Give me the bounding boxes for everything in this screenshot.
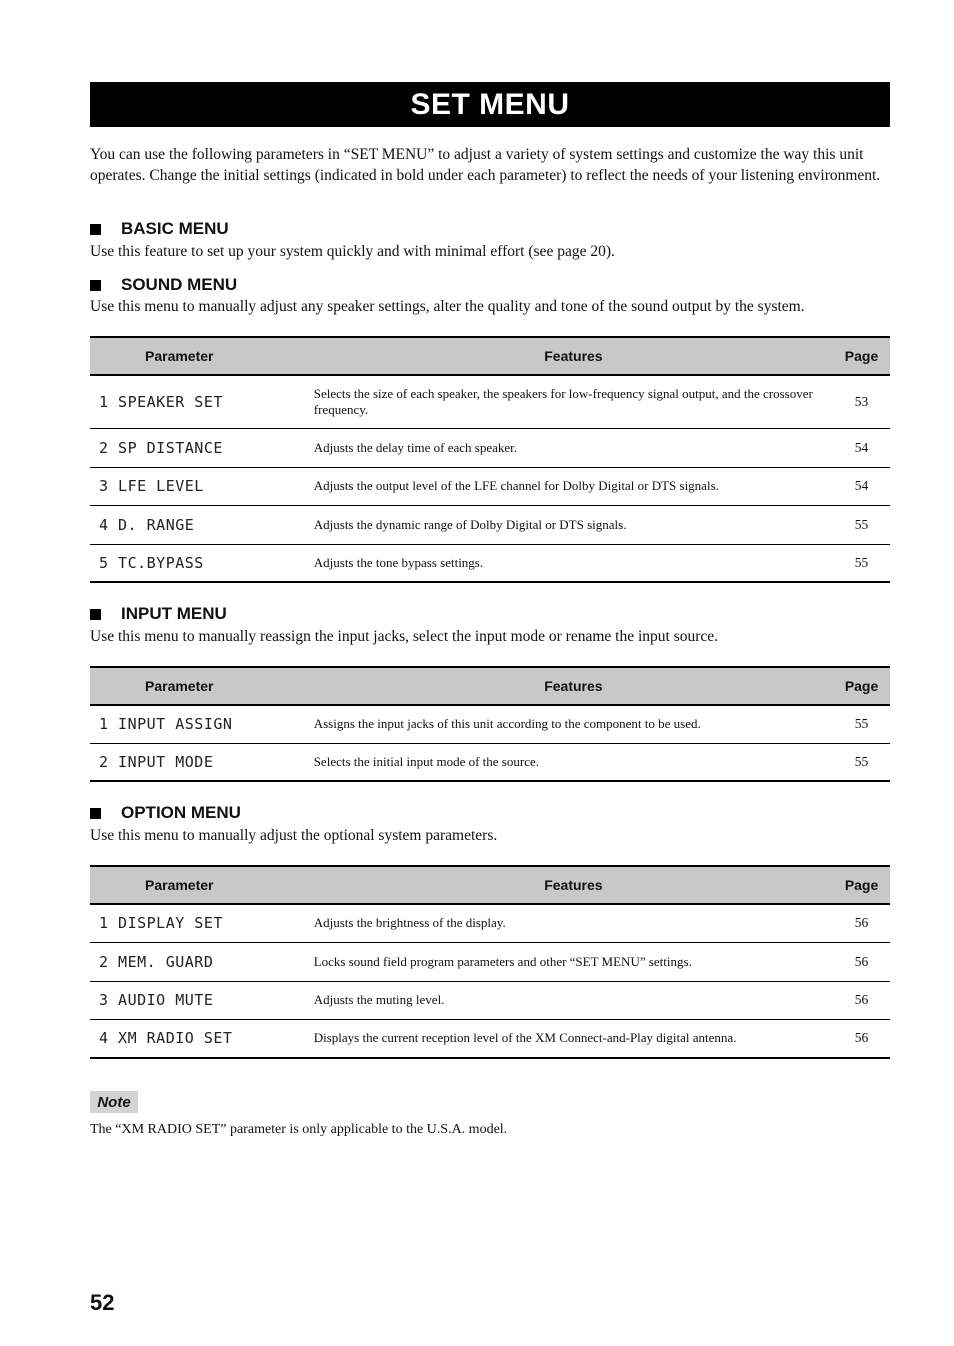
table-row xyxy=(90,467,890,505)
features-cell: Adjusts the tone bypass settings. xyxy=(314,544,833,582)
col-header-features: Features xyxy=(314,667,833,705)
option-menu-heading-text: OPTION MENU xyxy=(121,803,241,822)
page-cell: 53 xyxy=(833,375,890,428)
features-cell: Adjusts the brightness of the display. xyxy=(314,904,833,942)
page-cell: 54 xyxy=(833,428,890,467)
page-cell: 55 xyxy=(833,505,890,544)
param-cell: 5 TC.BYPASS xyxy=(90,544,314,582)
note-label: Note xyxy=(90,1091,138,1113)
page-cell: 56 xyxy=(833,942,890,981)
param-cell: 2 MEM. GUARD xyxy=(90,942,314,981)
table-row xyxy=(90,942,890,981)
bullet-square-icon xyxy=(90,808,101,819)
param-cell: 3 LFE LEVEL xyxy=(90,467,314,505)
col-header-page: Page xyxy=(833,866,890,904)
param-cell: 4 XM RADIO SET xyxy=(90,1019,314,1058)
col-header-page: Page xyxy=(833,337,890,375)
features-cell: Adjusts the muting level. xyxy=(314,981,833,1019)
col-header-parameter: Parameter xyxy=(90,337,314,375)
table-header-row xyxy=(90,866,890,904)
bullet-square-icon xyxy=(90,280,101,291)
intro-paragraph: You can use the following parameters in “SET MENU” to adjust a variety of system settings and customize the way this unit operates. Change the initial settings (indicated in bold under each parameter) to reflect the needs of your listening environment. xyxy=(90,146,881,184)
option-menu-desc: Use this menu to manually adjust the optional system parameters. xyxy=(90,827,498,844)
basic-menu-heading xyxy=(90,219,229,239)
table-row xyxy=(90,375,890,428)
table-row xyxy=(90,981,890,1019)
page-cell: 56 xyxy=(833,904,890,942)
page-number: 52 xyxy=(90,1290,115,1315)
option-menu-table xyxy=(90,865,890,1059)
table-header-row xyxy=(90,337,890,375)
page-cell: 56 xyxy=(833,981,890,1019)
basic-menu-desc: Use this feature to set up your system quickly and with minimal effort (see page 20). xyxy=(90,243,615,260)
features-cell: Selects the size of each speaker, the speakers for low-frequency signal output, and the crossover frequency. xyxy=(314,375,833,428)
features-cell: Adjusts the output level of the LFE channel for Dolby Digital or DTS signals. xyxy=(314,467,833,505)
col-header-features: Features xyxy=(314,337,833,375)
sound-menu-heading xyxy=(90,275,237,295)
table-header-row xyxy=(90,667,890,705)
col-header-parameter: Parameter xyxy=(90,866,314,904)
bullet-square-icon xyxy=(90,224,101,235)
sound-menu-heading-text: SOUND MENU xyxy=(121,275,238,294)
col-header-page: Page xyxy=(833,667,890,705)
bullet-square-icon xyxy=(90,609,101,620)
table-row xyxy=(90,428,890,467)
param-cell: 2 INPUT MODE xyxy=(90,743,314,781)
param-cell: 1 INPUT ASSIGN xyxy=(90,705,314,743)
features-cell: Assigns the input jacks of this unit according to the component to be used. xyxy=(314,705,833,743)
table-row xyxy=(90,544,890,582)
note-text: The “XM RADIO SET” parameter is only applicable to the U.S.A. model. xyxy=(90,1122,508,1137)
table-row xyxy=(90,1019,890,1058)
features-cell: Selects the initial input mode of the source. xyxy=(314,743,833,781)
input-menu-table xyxy=(90,666,890,782)
page-cell: 55 xyxy=(833,743,890,781)
page-cell: 55 xyxy=(833,705,890,743)
table-row xyxy=(90,904,890,942)
param-cell: 2 SP DISTANCE xyxy=(90,428,314,467)
basic-menu-heading-text: BASIC MENU xyxy=(121,219,229,238)
input-menu-heading xyxy=(90,604,227,624)
features-cell: Displays the current reception level of the XM Connect-and-Play digital antenna. xyxy=(314,1019,833,1058)
col-header-parameter: Parameter xyxy=(90,667,314,705)
param-cell: 1 DISPLAY SET xyxy=(90,904,314,942)
input-menu-heading-text: INPUT MENU xyxy=(121,604,227,623)
param-cell: 4 D. RANGE xyxy=(90,505,314,544)
page-title: SET MENU xyxy=(90,82,890,127)
table-row xyxy=(90,705,890,743)
input-menu-desc: Use this menu to manually reassign the input jacks, select the input mode or rename the input source. xyxy=(90,628,719,645)
col-header-features: Features xyxy=(314,866,833,904)
features-cell: Adjusts the delay time of each speaker. xyxy=(314,428,833,467)
page-cell: 56 xyxy=(833,1019,890,1058)
features-cell: Adjusts the dynamic range of Dolby Digital or DTS signals. xyxy=(314,505,833,544)
table-row xyxy=(90,505,890,544)
param-cell: 3 AUDIO MUTE xyxy=(90,981,314,1019)
table-row xyxy=(90,743,890,781)
features-cell: Locks sound field program parameters and other “SET MENU” settings. xyxy=(314,942,833,981)
page-cell: 54 xyxy=(833,467,890,505)
sound-menu-desc: Use this menu to manually adjust any speaker settings, alter the quality and tone of the sound output by the system. xyxy=(90,298,805,315)
param-cell: 1 SPEAKER SET xyxy=(90,375,314,428)
sound-menu-table xyxy=(90,336,890,583)
option-menu-heading xyxy=(90,803,241,823)
page-cell: 55 xyxy=(833,544,890,582)
